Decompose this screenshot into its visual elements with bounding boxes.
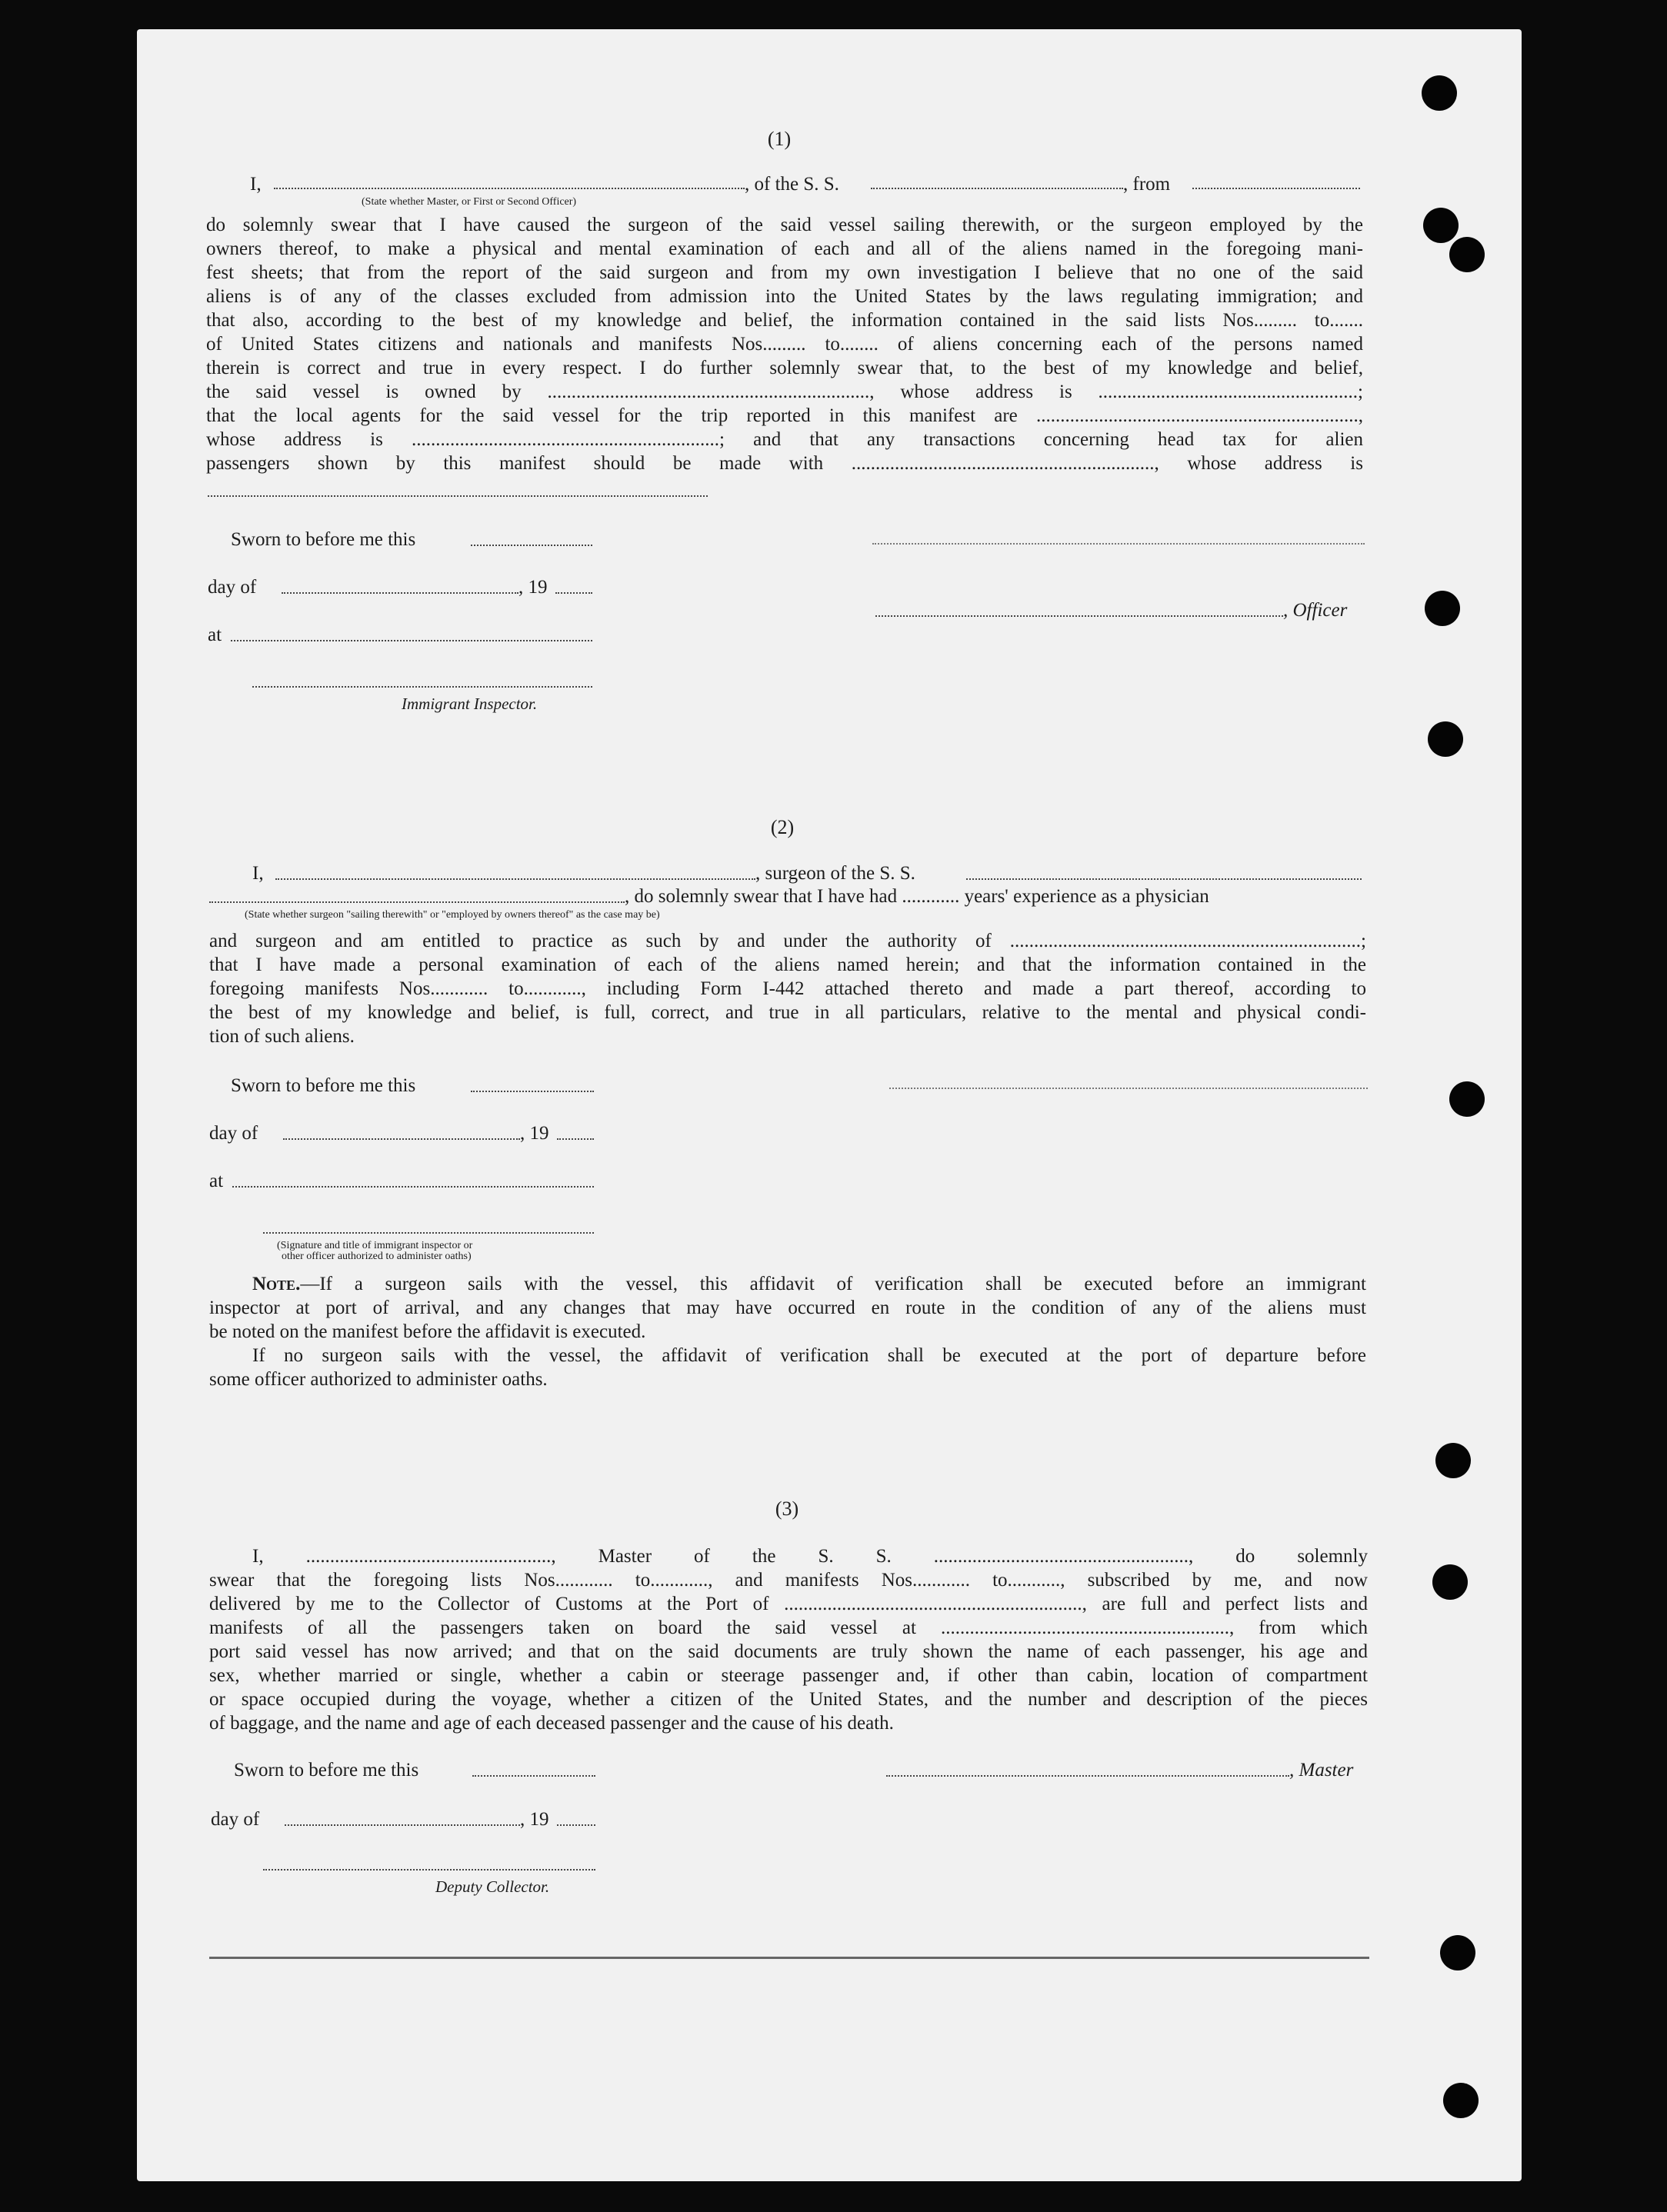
year-label: , 19: [520, 1123, 549, 1144]
oath-prefix: I,: [250, 174, 262, 195]
sworn-label: Sworn to before me this: [234, 1760, 419, 1781]
text-line: that also, according to the best of my knowledge and belief, the information contained in the said lists Nos......... to.......: [206, 310, 1363, 331]
collector-title: Deputy Collector.: [435, 1877, 550, 1896]
officer-rank-note: (State whether Master, or First or Second Officer): [362, 196, 577, 208]
text-line: port said vessel has now arrived; and that on the said documents are truly shown the name of each passenger, his age and: [209, 1641, 1368, 1662]
note-block: [209, 1272, 1366, 1391]
text-line: the best of my knowledge and belief, is full, correct, and true in all particulars, relative to the mental and physical condi-: [209, 1002, 1366, 1023]
section-heading: (3): [775, 1497, 799, 1520]
day-of-label: day of: [208, 577, 257, 598]
oath-prefix: I,: [252, 863, 264, 884]
text-line: of baggage, and the name and age of each deceased passenger and the cause of his death.: [209, 1713, 894, 1734]
text-line: aliens is of any of the classes excluded from admission into the United States by the laws regulating immigration; and: [206, 286, 1363, 307]
text-line: Note.—If a surgeon sails with the vessel, this affidavit of verification shall be executed before an immigrant: [252, 1274, 1366, 1294]
authorized-signature-line[interactable]: [263, 1232, 594, 1234]
collector-signature-line[interactable]: [263, 1869, 595, 1871]
text-line: of United States citizens and nationals and manifests Nos......... to........ of aliens concerning each of the persons named: [206, 334, 1363, 355]
from-label: , from: [1123, 174, 1171, 195]
at-label: at: [208, 625, 222, 645]
year-label: , 19: [518, 577, 548, 598]
sworn-day-line[interactable]: [472, 1775, 595, 1777]
text-line: and surgeon and am entitled to practice as such by and under the authority of .........................................................................;: [209, 931, 1366, 951]
ship-name-line[interactable]: [871, 188, 1123, 189]
address-continuation-line[interactable]: [208, 495, 708, 497]
punch-hole: [1432, 1564, 1468, 1600]
surgeon-type-note: (State whether surgeon "sailing therewith" or "employed by owners thereof" as the case may be): [245, 909, 660, 921]
inspector-title: Immigrant Inspector.: [402, 695, 538, 713]
month-line[interactable]: [282, 592, 518, 594]
text-line: do solemnly swear that I have caused the surgeon of the said vessel sailing therewith, or the surgeon employed by the: [206, 215, 1363, 235]
signature-note-2: other officer authorized to administer oaths): [282, 1251, 472, 1262]
at-place-line[interactable]: [231, 640, 592, 641]
text-line: or space occupied during the voyage, whether a citizen of the United States, and the number and description of the pieces: [209, 1689, 1368, 1710]
punch-hole: [1443, 2083, 1479, 2118]
text-line: sex, whether married or single, whether a cabin or steerage passenger and, if other than cabin, location of compartment: [209, 1665, 1368, 1686]
officer-signature-line[interactable]: [872, 543, 1365, 545]
text-line: If no surgeon sails with the vessel, the affidavit of verification shall be executed at the port of departure before: [252, 1345, 1366, 1366]
punch-hole: [1422, 75, 1457, 111]
text-line: that I have made a personal examination of each of the aliens named herein; and that the information contained in the: [209, 954, 1366, 975]
section1-paragraph: [206, 213, 1363, 475]
text-line: inspector at port of arrival, and any changes that may have occurred en route in the condition of any of the aliens must: [209, 1298, 1366, 1318]
inspector-signature-line[interactable]: [889, 1088, 1368, 1089]
master-title: , Master: [1289, 1760, 1354, 1781]
text-line: be noted on the manifest before the affidavit is executed.: [209, 1321, 646, 1342]
inspector-signature-line[interactable]: [252, 686, 592, 688]
text-line: some officer authorized to administer oaths.: [209, 1369, 548, 1390]
text-line: manifests of all the passengers taken on board the said vessel at ............................................................, from which: [209, 1617, 1368, 1638]
at-place-line[interactable]: [232, 1186, 594, 1188]
section3-paragraph: [209, 1544, 1368, 1735]
sworn-label: Sworn to before me this: [231, 529, 416, 550]
year-line[interactable]: [555, 592, 592, 594]
year-line[interactable]: [557, 1824, 595, 1826]
text-line: swear that the foregoing lists Nos............ to............, and manifests Nos............ to..........., subscribed by me, and now: [209, 1570, 1368, 1591]
section-heading: (2): [770, 816, 795, 838]
officer-name-line[interactable]: [274, 188, 745, 189]
text-line: the said vessel is owned by ..................................................................., whose address is ......................................................;: [206, 381, 1363, 402]
text-line: I, ..................................................., Master of the S. S. ....................................................., do solemnly: [252, 1546, 1368, 1567]
note-label: Note.: [252, 1274, 301, 1294]
sworn-label: Sworn to before me this: [231, 1075, 416, 1096]
punch-hole: [1423, 208, 1459, 243]
text-line: whose address is ................................................................; and that any transactions concerning head tax for alien: [206, 429, 1363, 450]
punch-hole: [1449, 237, 1485, 272]
officer-title: , Officer: [1283, 600, 1348, 621]
day-of-label: day of: [209, 1123, 258, 1144]
month-line[interactable]: [285, 1824, 520, 1826]
experience-text: , do solemnly swear that I have had ............ years' experience as a physician: [625, 886, 1209, 907]
text-line: that the local agents for the said vessel for the trip reported in this manifest are ...................................................................,: [206, 405, 1363, 426]
ship-name-line[interactable]: [966, 878, 1362, 880]
officer-title-line[interactable]: [875, 615, 1283, 617]
at-label: at: [209, 1171, 224, 1191]
text-line: tion of such aliens.: [209, 1026, 355, 1047]
day-of-label: day of: [211, 1809, 260, 1830]
surgeon-type-line[interactable]: [209, 901, 625, 903]
punch-hole: [1435, 1443, 1471, 1478]
year-line[interactable]: [557, 1138, 594, 1140]
punch-hole: [1428, 721, 1463, 757]
text-line: therein is correct and true in every respect. I do further solemnly swear that, to the best of my knowledge and belief,: [206, 358, 1363, 378]
signature-note-1: (Signature and title of immigrant inspector or: [277, 1240, 473, 1251]
year-label: , 19: [520, 1809, 549, 1830]
bottom-rule: [209, 1957, 1369, 1959]
month-line[interactable]: [283, 1138, 520, 1140]
text-line: passengers shown by this manifest should be made with ..............................................................., whose address is: [206, 453, 1363, 474]
ship-label: , of the S. S.: [745, 174, 839, 195]
text-line: foregoing manifests Nos............ to............, including Form I-442 attached thereto and made a part thereof, according to: [209, 978, 1366, 999]
sworn-day-line[interactable]: [471, 1091, 594, 1092]
text-line: delivered by me to the Collector of Customs at the Port of .............................................................., are full and perfect lists and: [209, 1594, 1368, 1614]
master-signature-line[interactable]: [886, 1775, 1289, 1777]
section-heading: (1): [767, 128, 792, 150]
text-line: fest sheets; that from the report of the said surgeon and from my own investigation I believe that no one of the said: [206, 262, 1363, 283]
surgeon-name-line[interactable]: [275, 878, 755, 880]
sworn-day-line[interactable]: [471, 545, 592, 546]
punch-hole: [1440, 1935, 1475, 1970]
text-line: owners thereof, to make a physical and mental examination of each and all of the aliens named in the foregoing mani-: [206, 238, 1363, 259]
punch-hole: [1425, 591, 1460, 626]
surgeon-label: , surgeon of the S. S.: [755, 863, 915, 884]
from-port-line[interactable]: [1192, 188, 1360, 189]
punch-hole: [1449, 1081, 1485, 1117]
section2-paragraph: [209, 929, 1366, 1048]
